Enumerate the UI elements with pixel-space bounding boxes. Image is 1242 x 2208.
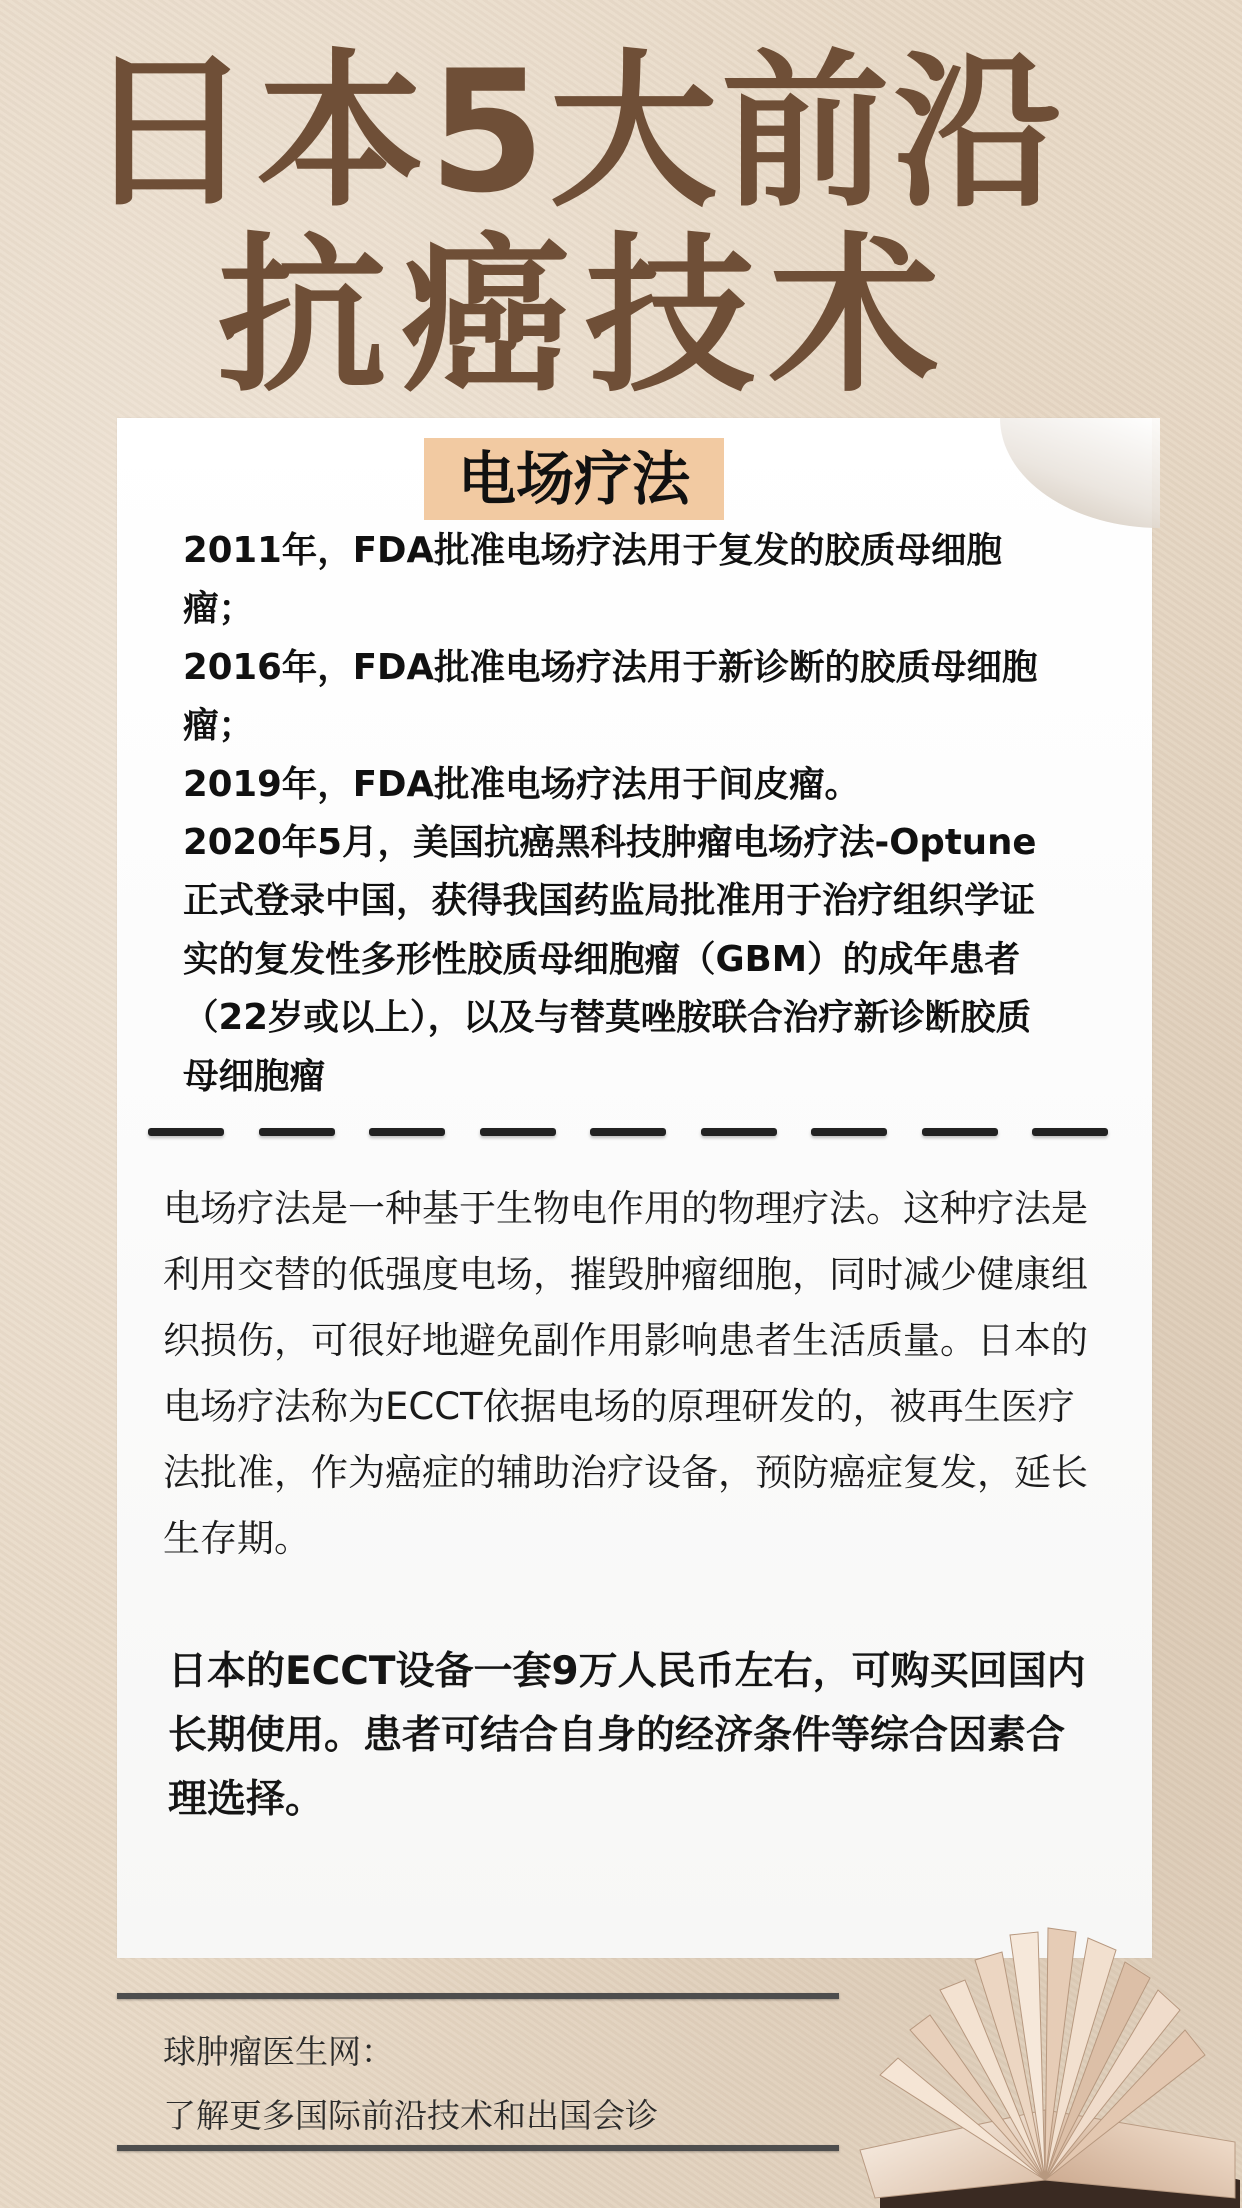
history-item-2019: 2019年，FDA批准电场疗法用于间皮瘤。: [183, 763, 860, 805]
page-title-line2: 抗癌技术: [216, 218, 953, 416]
divider-dash: [811, 1128, 887, 1136]
price-note: 日本的ECCT设备一套9万人民币左右，可购买回国内长期使用。患者可结合自身的经济条件等综合因素合理选择。: [168, 1649, 1086, 1822]
footer-rule-top: [117, 1993, 839, 1999]
divider-dash: [259, 1128, 335, 1136]
history-item-2020: 2020年5月，美国抗癌黑科技肿瘤电场疗法-Optune正式登录中国，获得我国药监局批准用于治疗组织学证实的复发性多形性胶质母细胞瘤（GBM）的成年患者（22岁或以上），以及与替莫唑胺联合治疗新诊断胶质母细胞瘤: [183, 822, 1037, 1097]
footer-rule-bottom: [117, 2145, 839, 2151]
history-item-2011: 2011年，FDA批准电场疗法用于复发的胶质母细胞瘤；: [183, 530, 1002, 630]
history-list: [183, 522, 1063, 1106]
section-title: 电场疗法: [457, 445, 690, 513]
divider-dash: [590, 1128, 666, 1136]
open-book-icon: [820, 1880, 1242, 2208]
divider-dash: [369, 1128, 445, 1136]
dashed-divider: [148, 1128, 1108, 1138]
page-title-line1: 日本5大前沿: [84, 34, 1066, 230]
footer-tagline: 了解更多国际前沿技术和出国会诊: [163, 2096, 658, 2135]
divider-dash: [480, 1128, 556, 1136]
divider-dash: [922, 1128, 998, 1136]
divider-dash: [148, 1128, 224, 1136]
footer-site-name: 球肿瘤医生网：: [163, 2032, 394, 2071]
therapy-description: 电场疗法是一种基于生物电作用的物理疗法。这种疗法是利用交替的低强度电场，摧毁肿瘤细胞，同时减少健康组织损伤，可很好地避免副作用影响患者生活质量。日本的电场疗法称为ECCT依据电场的原理研发的，被再生医疗法批准，作为癌症的辅助治疗设备，预防癌症复发，延长生存期。: [163, 1187, 1088, 1560]
divider-dash: [701, 1128, 777, 1136]
history-item-2016: 2016年，FDA批准电场疗法用于新诊断的胶质母细胞瘤；: [183, 646, 1038, 747]
divider-dash: [1032, 1128, 1108, 1136]
